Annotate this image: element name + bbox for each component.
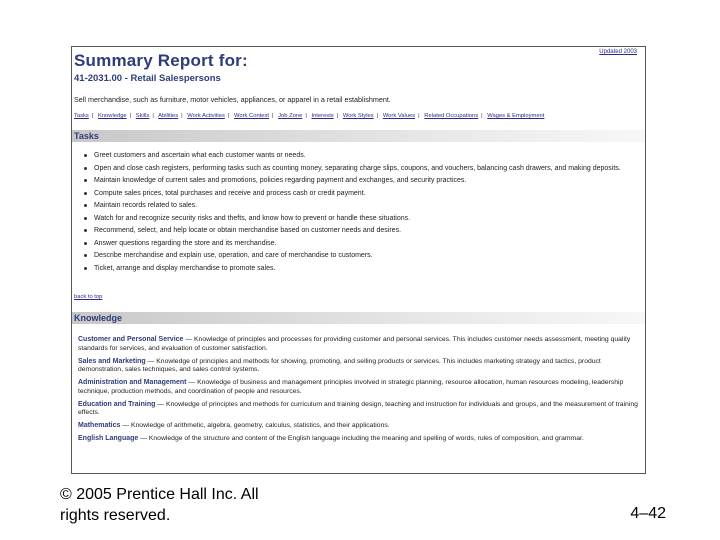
list-item (84, 264, 639, 273)
knowledge-item (78, 435, 638, 444)
nav-link-work-context[interactable]: Work Context (234, 113, 270, 119)
nav-link-job-zone[interactable]: Job Zone (278, 113, 303, 119)
nav-link-wages-employment[interactable]: Wages & Employment (487, 113, 545, 119)
report-screenshot (71, 46, 646, 474)
nav-link-work-activities[interactable]: Work Activities (187, 113, 225, 119)
list-item (84, 239, 639, 248)
copyright-line-2: rights reserved. (60, 507, 171, 524)
nav-link-tasks[interactable]: Tasks (74, 113, 89, 119)
bullet-icon (84, 242, 87, 245)
list-item (84, 189, 639, 198)
task-text: Answer questions regarding the store and its merchandise. (94, 239, 277, 247)
knowledge-item (78, 336, 638, 353)
knowledge-text: — Knowledge of principles and processes for providing customer and personal services. This includes customer needs assessment, meeting quality standards for services, and evaluation of customer satisfaction. (78, 336, 631, 352)
task-text: Recommend, select, and help locate or obtain merchandise based on customer needs and desires. (94, 227, 402, 234)
knowledge-term: Mathematics (78, 422, 121, 430)
task-text: Greet customers and ascertain what each customer wants or needs. (94, 152, 306, 159)
nav-link-knowledge[interactable]: Knowledge (97, 113, 127, 119)
knowledge-term: Administration and Management (78, 379, 187, 387)
bullet-icon (84, 254, 87, 257)
tasks-heading: Tasks (72, 130, 645, 142)
bullet-icon (84, 204, 87, 207)
knowledge-term: Education and Training (78, 400, 156, 408)
task-text: Watch for and recognize security risks and thefts, and know how to prevent or handle these situations. (94, 214, 411, 222)
section-nav: Tasks | Knowledge | Skills | Abilities | Work Activities | Work Context | Job Zone | Interests | Work Styles | Work Values | Related Occupations | Wages & Employment (74, 113, 545, 119)
task-text: Compute sales prices, total purchases and receive and process cash or credit payment. (94, 189, 366, 197)
bullet-icon (84, 192, 87, 195)
knowledge-item (78, 358, 638, 375)
nav-link-skills[interactable]: Skills (135, 113, 150, 119)
knowledge-text: — Knowledge of principles and methods for showing, promoting, and selling products or services. This includes marketing strategy and tactics, product demonstration, sales techniques, and sales control systems. (78, 357, 601, 374)
occupation-subtitle: 41-2031.00 - Retail Salespersons (74, 73, 221, 84)
knowledge-item (78, 379, 638, 396)
task-text: Describe merchandise and explain use, operation, and care of merchandise to customers. (94, 252, 373, 259)
occupation-description: Sell merchandise, such as furniture, motor vehicles, appliances, or apparel in a retail establishment. (74, 95, 391, 104)
bullet-icon (84, 154, 87, 157)
updated-link[interactable]: Updated 2003 (599, 49, 637, 55)
knowledge-heading: Knowledge (72, 312, 645, 324)
nav-link-related-occupations[interactable]: Related Occupations (424, 113, 479, 119)
knowledge-term: Sales and Marketing (78, 357, 146, 365)
knowledge-term: English Language (78, 435, 139, 443)
bullet-icon (84, 267, 87, 270)
list-item (84, 226, 639, 235)
list-item (84, 176, 639, 185)
knowledge-text: — Knowledge of arithmetic, algebra, geometry, calculus, statistics, and their applications. (120, 422, 390, 430)
knowledge-text: — Knowledge of business and management principles involved in strategic planning, resource allocation, human resources modeling, leadership technique, production methods, and coordination of people and resources. (78, 379, 624, 395)
bullet-icon (84, 167, 87, 170)
task-text: Maintain knowledge of current sales and promotions, policies regarding payment and exchanges, and security practices. (94, 177, 467, 184)
report-title: Summary Report for: (74, 51, 248, 70)
nav-link-work-styles[interactable]: Work Styles (342, 113, 374, 119)
knowledge-text: — Knowledge of the structure and content of the English language including the meaning and spelling of words, rules of composition, and grammar. (138, 435, 584, 443)
knowledge-term: Customer and Personal Service (78, 336, 184, 343)
back-to-top-link[interactable]: back to top (74, 294, 103, 300)
copyright-notice (60, 484, 259, 526)
knowledge-item (78, 401, 638, 418)
task-text: Ticket, arrange and display merchandise to promote sales. (94, 264, 276, 272)
list-item (84, 164, 639, 173)
nav-link-abilities[interactable]: Abilities (158, 113, 179, 119)
nav-link-interests[interactable]: Interests (311, 113, 334, 119)
knowledge-item (78, 422, 638, 431)
copyright-line-1: © 2005 Prentice Hall Inc. All (60, 486, 259, 503)
list-item (84, 151, 639, 160)
bullet-icon (84, 217, 87, 220)
knowledge-list (78, 336, 638, 448)
knowledge-text: — Knowledge of principles and methods for curriculum and training design, teaching and instruction for individuals and groups, and the measurement of training effects. (78, 400, 638, 417)
bullet-icon (84, 229, 87, 232)
task-text: Open and close cash registers, performing tasks such as counting money, separating charge slips, coupons, and vouchers, balancing cash drawers, and making deposits. (94, 164, 621, 172)
slide-number: 4–42 (630, 505, 666, 522)
bullet-icon (84, 179, 87, 182)
list-item (84, 201, 639, 210)
list-item (84, 251, 639, 260)
task-list (84, 151, 639, 276)
task-text: Maintain records related to sales. (94, 202, 198, 209)
nav-link-work-values[interactable]: Work Values (382, 113, 416, 119)
list-item (84, 214, 639, 223)
